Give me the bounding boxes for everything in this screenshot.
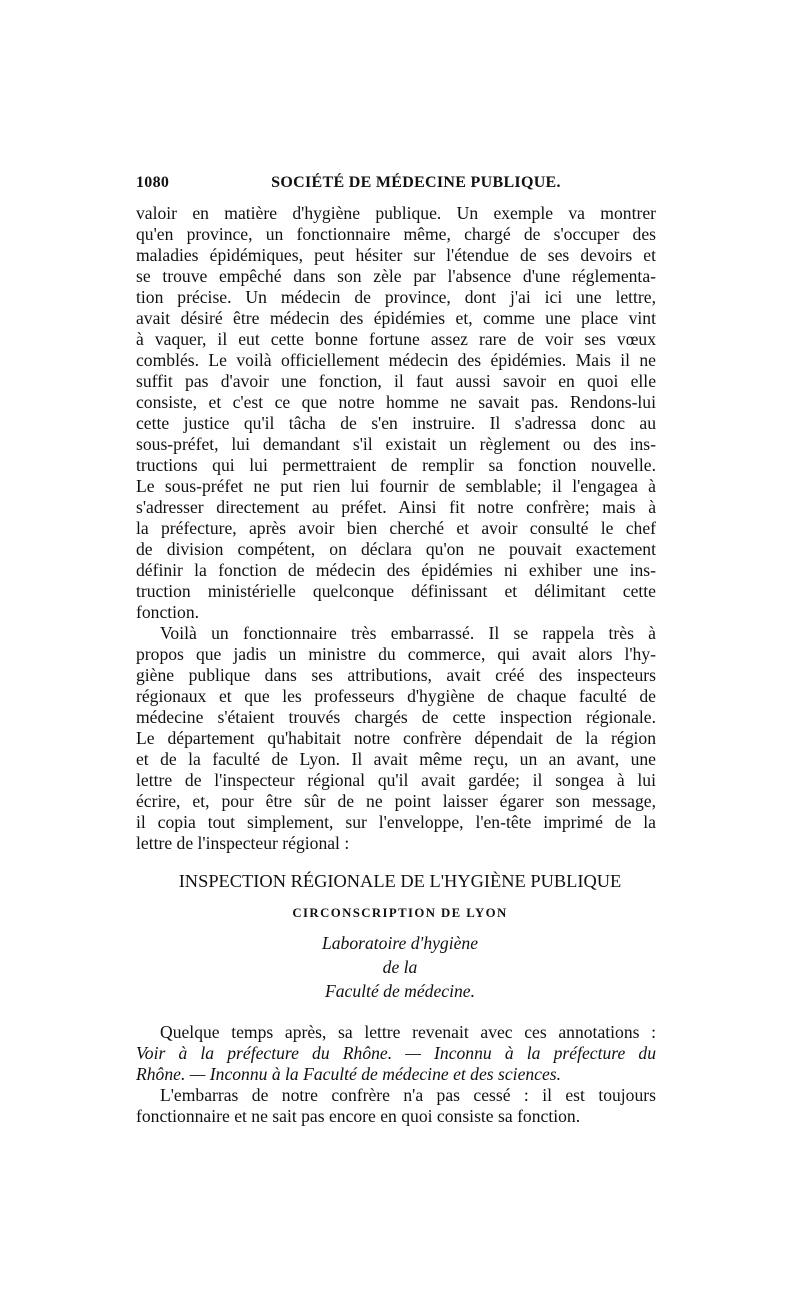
text-line: lettre de l'inspecteur régional :: [136, 833, 350, 853]
text-line: la préfecture, après avoir bien cherché et avoir consulté le chef: [136, 518, 656, 538]
text-line: à vaquer, il eut cette bonne fortune assez rare de voir ses vœux: [136, 329, 656, 349]
running-title: SOCIÉTÉ DE MÉDECINE PUBLIQUE.: [271, 174, 561, 191]
text-line: qu'en province, un fonctionnaire même, chargé de s'occuper des: [136, 224, 656, 244]
text-line: Voilà un fonctionnaire très embarrassé. Il se rappela très à: [160, 623, 656, 643]
letterhead-line: de la: [382, 957, 418, 977]
text-line: Voir à la préfecture du Rhône. — Inconnu à la préfecture du: [136, 1043, 656, 1063]
text-line: sous-préfet, lui demandant s'il existait un règlement ou des ins-: [136, 434, 656, 454]
text-line: L'embarras de notre confrère n'a pas cessé : il est toujours: [160, 1085, 656, 1105]
text-line: tructions qui lui permettraient de remplir sa fonction nouvelle.: [136, 455, 656, 475]
text-line: avait désiré être médecin des épidémies et, comme une place vint: [136, 308, 656, 328]
running-header: [136, 174, 656, 196]
text-line: Le département qu'habitait notre confrère dépendait de la région: [136, 728, 656, 748]
text-line: Rhône. — Inconnu à la Faculté de médecine et des sciences.: [136, 1064, 562, 1084]
text-line: cette justice qu'il tâcha de s'en instruire. Il s'adressa donc au: [136, 413, 656, 433]
text-line: définir la fonction de médecin des épidémies ni exhiber une ins-: [136, 560, 656, 580]
page-number: 1080: [136, 174, 170, 191]
text-line: se trouve empêché dans son zèle par l'absence d'une réglementa-: [136, 266, 656, 286]
text-line: il copia tout simplement, sur l'enveloppe, l'en-tête imprimé de la: [136, 812, 656, 832]
letterhead-subtitle: CIRCONSCRIPTION DE LYON: [292, 906, 508, 920]
text-line: consiste, et c'est ce que notre homme ne savait pas. Rendons-lui: [136, 392, 656, 412]
text-line: tion précise. Un médecin de province, dont j'ai ici une lettre,: [136, 287, 656, 307]
text-line: lettre de l'inspecteur régional qu'il avait gardée; il songea à lui: [136, 770, 656, 790]
letterhead-line: Faculté de médecine.: [325, 981, 475, 1001]
text-line: et de la faculté de Lyon. Il avait même reçu, un an avant, une: [136, 749, 656, 769]
text-line: giène publique dans ses attributions, avait créé des inspecteurs: [136, 665, 656, 685]
text-line: suffit pas d'avoir une fonction, il faut aussi savoir en quoi elle: [136, 371, 656, 391]
text-line: truction ministérielle quelconque définissant et délimitant cette: [136, 581, 656, 601]
text-line: s'adresser directement au préfet. Ainsi fit notre confrère; mais à: [136, 497, 656, 517]
text-line: régionaux et que les professeurs d'hygiène de chaque faculté de: [136, 686, 656, 706]
text-line: de division compétent, on déclara qu'on ne pouvait exactement: [136, 539, 656, 559]
text-line: comblés. Le voilà officiellement médecin des épidémies. Mais il ne: [136, 350, 656, 370]
text-line: propos que jadis un ministre du commerce, qui avait alors l'hy-: [136, 644, 656, 664]
text-line: valoir en matière d'hygiène publique. Un exemple va montrer: [136, 203, 656, 223]
text-line: maladies épidémiques, peut hésiter sur l'étendue de ses devoirs et: [136, 245, 656, 265]
text-line: médecine s'étaient trouvés chargés de cette inspection régionale.: [136, 707, 656, 727]
letterhead-title: INSPECTION RÉGIONALE DE L'HYGIÈNE PUBLIQUE: [178, 871, 622, 891]
letterhead-line: Laboratoire d'hygiène: [321, 933, 479, 953]
text-line: Le sous-préfet ne put rien lui fournir de semblable; il l'engagea à: [136, 476, 656, 496]
text-line: Quelque temps après, sa lettre revenait avec ces annotations :: [160, 1022, 656, 1042]
text-line: fonctionnaire et ne sait pas encore en quoi consiste sa fonction.: [136, 1106, 581, 1126]
text-line: fonction.: [136, 602, 200, 622]
text-line: écrire, et, pour être sûr de ne point laisser égarer son message,: [136, 791, 656, 811]
